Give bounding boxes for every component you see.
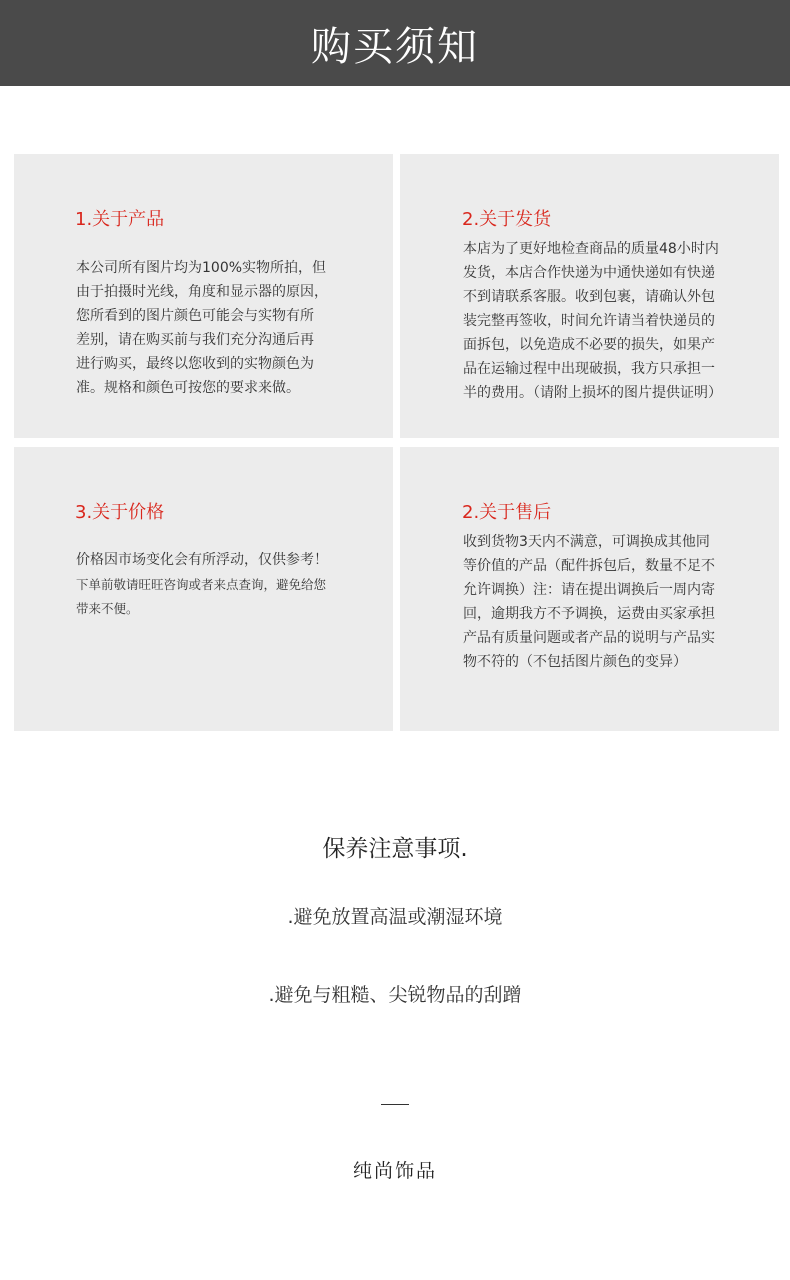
brand-name: 纯尚饰品 [352, 1160, 437, 1182]
card-title: 2.关于发货 [462, 209, 552, 230]
card-body: 本店为了更好地检查商品的质量48小时内 发货，本店合作快递为中通快递如有快递 不到请联系客服。收到包裹，请确认外包 装完整再签收，时间允许请当着快递员的 面拆包，以免造成不必要的损失，如果产 品在运输过程中出现破损，我方只承担一 半的费用。（请附上损坏的图片提供证明） [463, 241, 722, 401]
card-body: 本公司所有图片均为100%实物所拍，但 由于拍摄时光线，角度和显示器的原因， 您所看到的图片颜色可能会与实物有所 差别，请在购买前与我们充分沟通后再 进行购买，最终以您收到的实物颜色为 准。规格和颜色可按您的要求来做。 [76, 260, 328, 396]
page-title: 购买须知 [311, 23, 479, 70]
card-about-product [14, 154, 393, 438]
card-title: 1.关于产品 [75, 209, 165, 230]
card-about-shipping [400, 154, 779, 438]
divider [381, 1104, 409, 1105]
card-body: 收到货物3天内不满意，可调换成其他同 等价值的产品（配件拆包后，数量不足不 允许调换）注：请在提出调换后一周内寄 回，逾期我方不予调换，运费由买家承担 产品有质量问题或者产品的说明与产品实 物不符的（不包括图片颜色的变异） [463, 534, 715, 670]
care-item: .避免放置高温或潮湿环境 [287, 906, 503, 928]
card-title: 3.关于价格 [75, 502, 165, 523]
care-item: .避免与粗糙、尖锐物品的刮蹭 [268, 984, 522, 1006]
card-title: 2.关于售后 [462, 502, 552, 523]
care-section-title: 保养注意事项. [322, 836, 468, 862]
header-banner [0, 0, 790, 86]
card-body: 价格因市场变化会有所浮动，仅供参考！ [76, 552, 328, 568]
card-body-note: 下单前敬请旺旺咨询或者来点查询，避免给您 带来不便。 [76, 577, 327, 616]
card-about-price [14, 447, 393, 731]
card-about-after-sales [400, 447, 779, 731]
